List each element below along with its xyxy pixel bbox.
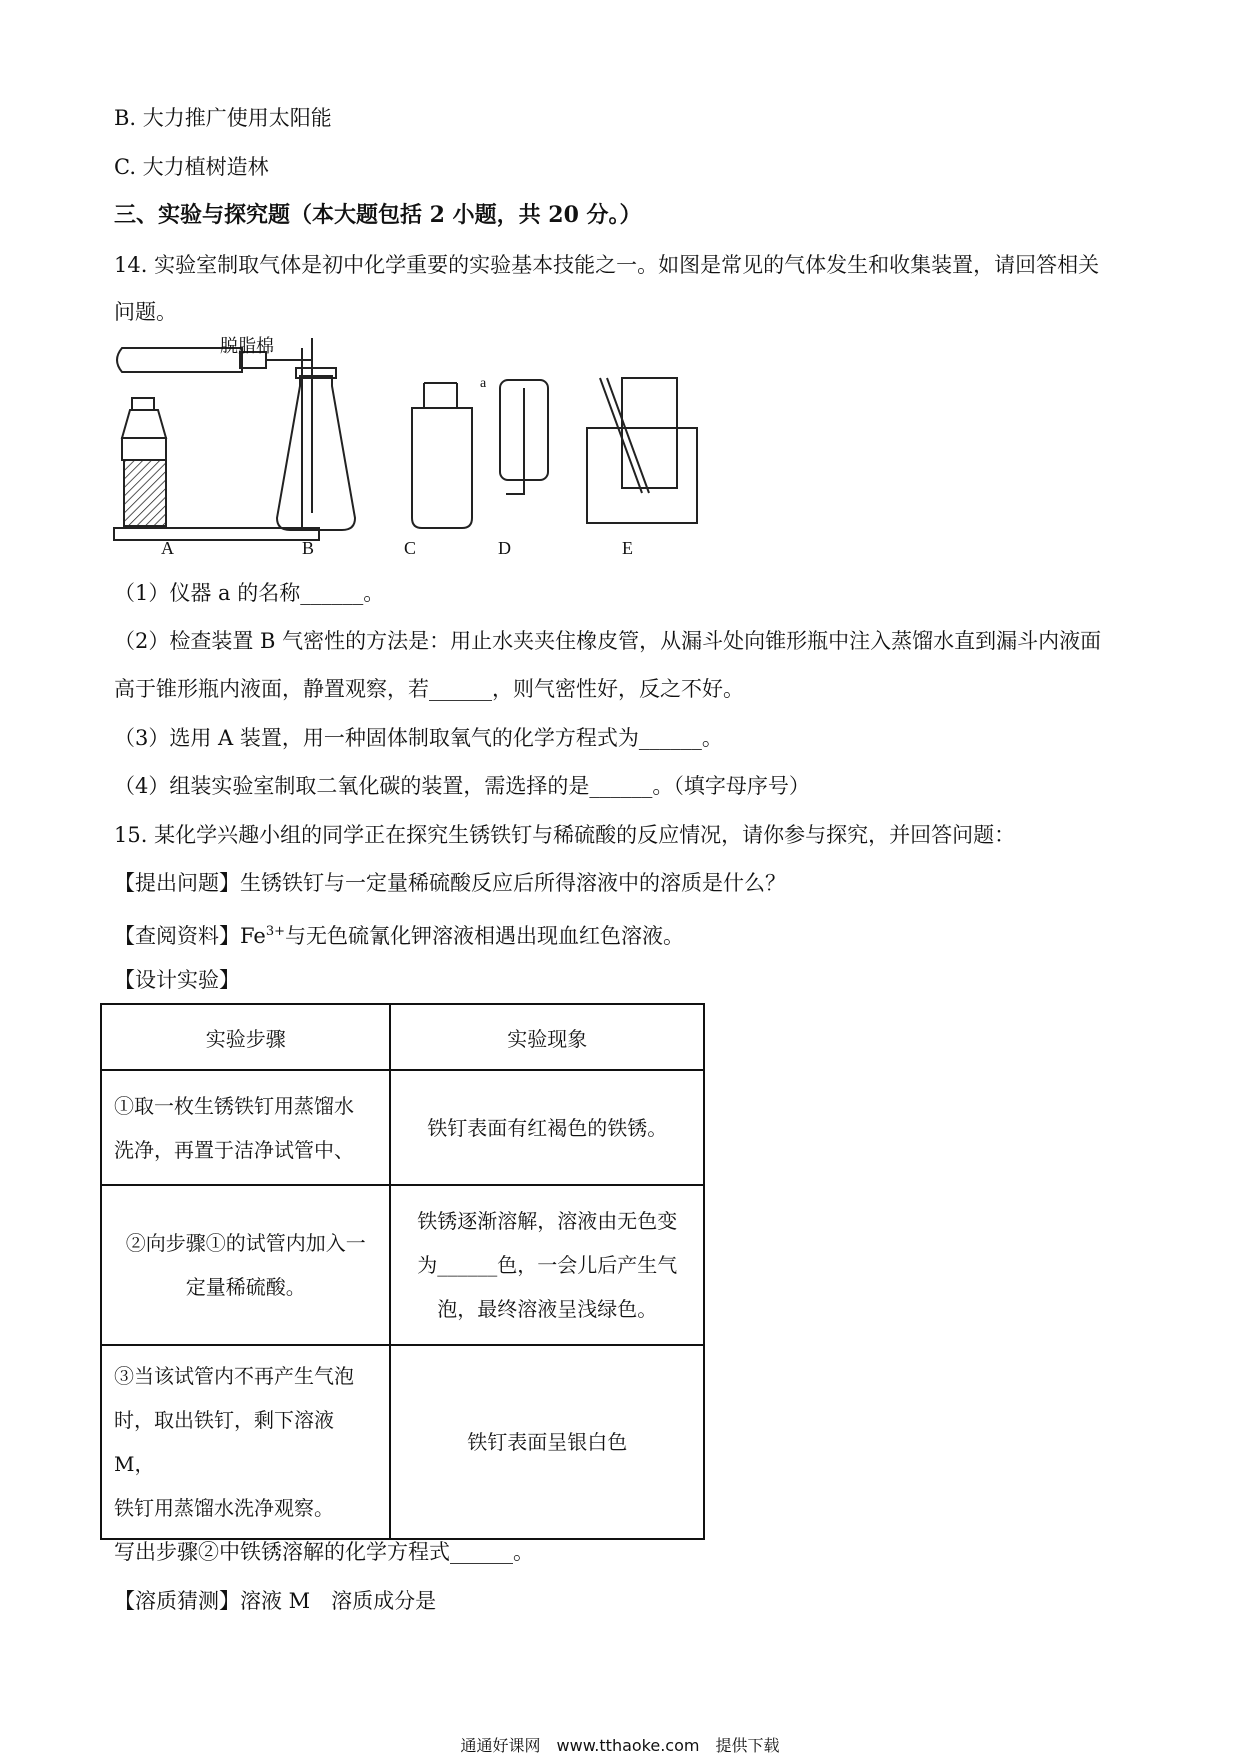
apparatus-figure — [112, 338, 792, 563]
page-footer: 通通好课网 www.tthaoke.com 提供下载 — [460, 1736, 780, 1755]
instrument-a-label: a — [480, 376, 487, 391]
experiment-table — [100, 1003, 705, 1540]
apparatus-drawing — [112, 338, 792, 563]
cell-line: ②向步骤①的试管内加入一 — [125, 1231, 366, 1255]
table-row — [101, 1345, 704, 1539]
q14-sub2-2: 高于锥形瓶内液面，静置观察，若______，则气密性好，反之不好。 — [114, 677, 744, 701]
cell-line: 定量稀硫酸。 — [185, 1275, 306, 1299]
q15-question: 【提出问题】生锈铁钉与一定量稀硫酸反应后所得溶液中的溶质是什么？ — [114, 871, 786, 895]
q14-sub4: （4）组装实验室制取二氧化碳的装置，需选择的是______。（填字母序号） — [114, 774, 810, 798]
cell-line: ③当该试管内不再产生气泡 — [114, 1364, 354, 1388]
cell-line: 泡，最终溶液呈浅绿色。 — [437, 1297, 658, 1321]
q14-sub2-1: （2）检查装置 B 气密性的方法是：用止水夹夹住橡皮管，从漏斗处向锥形瓶中注入蒸馏水直到漏斗内液面 — [114, 629, 1102, 653]
apparatus-b-flask — [277, 376, 355, 530]
table-cell-step — [101, 1345, 390, 1539]
table-row — [101, 1185, 704, 1345]
table-header-row — [101, 1004, 704, 1070]
q14-sub1: （1）仪器 a 的名称______。 — [114, 581, 385, 605]
q14-intro-1: 14. 实验室制取气体是初中化学重要的实验基本技能之一。如图是常见的气体发生和收集装置，请回答相关 — [114, 253, 1100, 277]
cell-line: ①取一枚生锈铁钉用蒸馏水 — [114, 1093, 354, 1118]
cell-line: 时，取出铁钉，剩下溶液 M， — [114, 1408, 334, 1476]
q15-equation-prompt: 写出步骤②中铁锈溶解的化学方程式______。 — [114, 1540, 534, 1564]
q15-design: 【设计实验】 — [114, 968, 240, 992]
apparatus-c-bottle — [412, 408, 472, 528]
label-b: B — [302, 538, 315, 558]
cell-line: 为______色，一会儿后产生气 — [417, 1253, 678, 1277]
q14-sub3: （3）选用 A 装置，用一种固体制取氧气的化学方程式为______。 — [114, 726, 723, 750]
table-row — [101, 1070, 704, 1185]
table-cell-phenomenon — [390, 1345, 704, 1539]
cell-line: 铁钉用蒸馏水洗净观察。 — [114, 1496, 334, 1520]
q14-intro-2: 问题。 — [114, 300, 177, 324]
cell-line: 洗净，再置于洁净试管中、 — [114, 1137, 354, 1162]
info-prefix: 【查阅资料】Fe — [114, 924, 266, 948]
table-cell-step — [101, 1070, 390, 1185]
q15-info — [114, 917, 684, 951]
label-d: D — [498, 538, 511, 558]
section-heading: 三、实验与探究题（本大题包括 2 小题，共 20 分。） — [114, 202, 642, 228]
cotton-label: 脱脂棉 — [220, 336, 274, 356]
info-superscript: 3+ — [265, 924, 286, 939]
cell-line: 铁锈逐渐溶解，溶液由无色变 — [417, 1209, 678, 1233]
info-suffix: 与无色硫氰化钾溶液相遇出现血红色溶液。 — [285, 924, 685, 948]
table-cell-phenomenon — [390, 1070, 704, 1185]
table-cell-step — [101, 1185, 390, 1345]
label-e: E — [622, 538, 633, 558]
q15-intro: 15. 某化学兴趣小组的同学正在探究生锈铁钉与稀硫酸的反应情况，请你参与探究，并回答问题： — [114, 823, 1016, 847]
table-header: 实验现象 — [390, 1004, 704, 1070]
label-c: C — [404, 538, 417, 558]
option-b: B. 大力推广使用太阳能 — [114, 106, 332, 130]
cell-line: 铁钉表面有红褐色的铁锈。 — [427, 1115, 668, 1140]
label-a: A — [161, 538, 174, 558]
cell-line: 铁钉表面呈银白色 — [467, 1430, 628, 1454]
q15-guess: 【溶质猜测】溶液 M 溶质成分是 — [114, 1589, 437, 1613]
option-c: C. 大力植树造林 — [114, 155, 269, 179]
table-cell-phenomenon — [390, 1185, 704, 1345]
table-header: 实验步骤 — [101, 1004, 390, 1070]
